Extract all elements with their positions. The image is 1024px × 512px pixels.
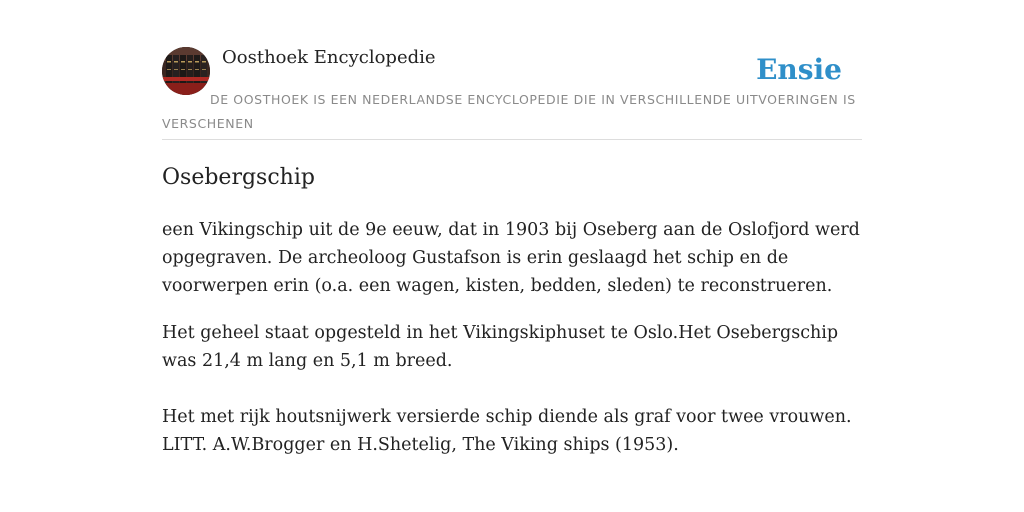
header-divider <box>162 139 862 140</box>
article-paragraph: Het geheel staat opgesteld in het Vikingskiphuset te Oslo.Het Osebergschip was 21,4 m lang en 5,1 m breed. Het met rijk houtsnijwerk versierde schip diende als graf voor twee vrouwen. LITT. A.W.Brogger en H.Shetelig, The Viking ships (1953). <box>162 323 852 455</box>
brand-logo[interactable]: Ensie <box>756 53 842 86</box>
article-paragraph: een Vikingschip uit de 9e eeuw, dat in 1903 bij Oseberg aan de Oslofjord werd opgegraven. De archeoloog Gustafson is erin geslaagd het schip en de voorwerpen erin (o.a. een wagen, kisten, bedden, sleden) te reconstrueren. <box>162 220 860 296</box>
article-title: Osebergschip <box>162 165 315 190</box>
article-body <box>162 216 862 478</box>
site-title[interactable]: Oosthoek Encyclopedie <box>222 47 436 68</box>
page-container <box>162 0 862 512</box>
site-tagline: DE OOSTHOEK IS EEN NEDERLANDSE ENCYCLOPEDIE DIE IN VERSCHILLENDE UITVOERINGEN IS VERSCHENEN <box>162 92 856 131</box>
